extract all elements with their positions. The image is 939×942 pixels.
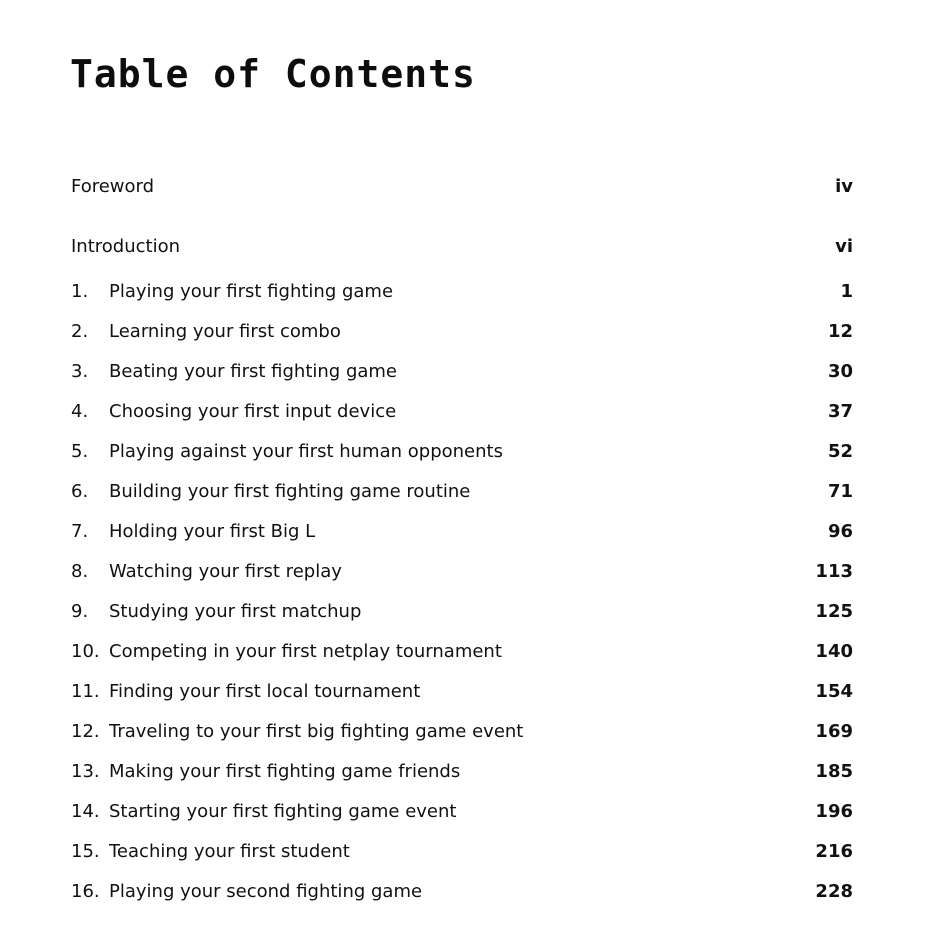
chapter-title: Holding your first Big L (109, 521, 316, 542)
chapter-page: 140 (815, 641, 853, 662)
toc-entry-chapter[interactable] (71, 392, 853, 432)
chapter-page: 196 (815, 801, 853, 822)
chapter-page: 216 (815, 841, 853, 862)
chapter-title: Making your first fighting game friends (109, 761, 461, 782)
table-of-contents (71, 172, 853, 912)
chapter-page: 154 (815, 681, 853, 702)
toc-entry-introduction[interactable] (71, 222, 853, 272)
toc-entry-chapter[interactable] (71, 472, 853, 512)
toc-entry-chapter[interactable] (71, 712, 853, 752)
chapter-page: 1 (840, 281, 853, 302)
toc-entry-chapter[interactable] (71, 632, 853, 672)
chapter-number: 12. (71, 721, 100, 742)
chapter-number: 7. (71, 521, 89, 542)
chapter-title: Learning your first combo (109, 321, 341, 342)
toc-entry-chapter[interactable] (71, 872, 853, 912)
chapter-number: 11. (71, 681, 100, 702)
toc-entry-chapter[interactable] (71, 432, 853, 472)
chapter-number: 4. (71, 401, 89, 422)
chapter-title: Building your first fighting game routine (109, 481, 471, 502)
chapter-page: 30 (827, 361, 853, 382)
toc-entry-chapter[interactable] (71, 832, 853, 872)
chapter-title: Finding your first local tournament (109, 681, 421, 702)
chapter-number: 8. (71, 561, 89, 582)
chapter-title: Playing your first fighting game (109, 281, 394, 302)
toc-entry-chapter[interactable] (71, 552, 853, 592)
chapter-number: 1. (71, 281, 89, 302)
chapter-page: 71 (827, 481, 853, 502)
toc-entry-chapter[interactable] (71, 272, 853, 312)
toc-entry-chapter[interactable] (71, 592, 853, 632)
toc-entry-chapter[interactable] (71, 512, 853, 552)
chapter-page: 96 (827, 521, 853, 542)
chapter-title: Studying your first matchup (109, 601, 362, 622)
toc-entry-label: Foreword (71, 176, 155, 197)
chapter-page: 12 (827, 321, 853, 342)
chapter-number: 13. (71, 761, 100, 782)
toc-entry-chapter[interactable] (71, 752, 853, 792)
toc-entry-foreword[interactable] (71, 172, 853, 202)
toc-entry-chapter[interactable] (71, 672, 853, 712)
toc-entry-page: iv (835, 176, 853, 197)
chapter-number: 5. (71, 441, 89, 462)
page-title: Table of Contents (70, 52, 476, 96)
chapter-page: 52 (827, 441, 853, 462)
chapter-page: 185 (815, 761, 853, 782)
chapter-title: Choosing your first input device (109, 401, 397, 422)
chapter-title: Competing in your first netplay tournament (109, 641, 502, 662)
chapter-title: Beating your first fighting game (109, 361, 398, 382)
chapter-page: 125 (815, 601, 853, 622)
chapter-number: 2. (71, 321, 89, 342)
chapter-title: Playing your second fighting game (109, 881, 423, 902)
toc-entry-label: Introduction (71, 236, 181, 257)
toc-entry-chapter[interactable] (71, 352, 853, 392)
chapter-page: 169 (815, 721, 853, 742)
chapter-title: Playing against your first human opponents (109, 441, 503, 462)
chapter-number: 6. (71, 481, 89, 502)
chapter-title: Watching your first replay (109, 561, 342, 582)
toc-entry-chapter[interactable] (71, 312, 853, 352)
chapter-title: Teaching your first student (109, 841, 350, 862)
chapter-number: 10. (71, 641, 100, 662)
chapter-page: 113 (815, 561, 853, 582)
chapter-number: 9. (71, 601, 89, 622)
toc-entry-page: vi (835, 236, 853, 257)
chapter-list (71, 272, 853, 912)
chapter-page: 228 (815, 881, 853, 902)
chapter-title: Starting your first fighting game event (109, 801, 457, 822)
chapter-page: 37 (827, 401, 853, 422)
chapter-number: 3. (71, 361, 89, 382)
chapter-number: 16. (71, 881, 100, 902)
toc-entry-chapter[interactable] (71, 792, 853, 832)
chapter-number: 15. (71, 841, 100, 862)
chapter-number: 14. (71, 801, 100, 822)
chapter-title: Traveling to your first big fighting game event (109, 721, 524, 742)
